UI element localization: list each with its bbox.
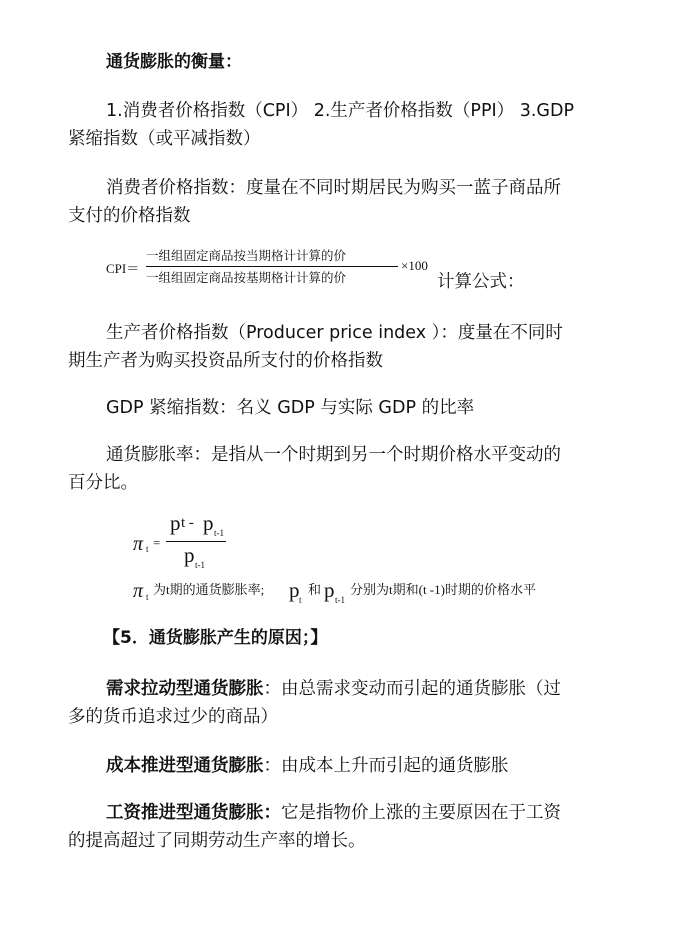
cost-push-label: 成本推进型通货膨胀	[106, 756, 264, 776]
cpi-formula-denominator: 一组组固定商品按基期格计计算的价	[146, 271, 347, 285]
denominator-p: p	[184, 543, 195, 567]
numerator-subscript: t-1	[214, 528, 224, 538]
cpi-definition-line-2: 支付的价格指数	[68, 206, 191, 226]
demand-pull-line-1	[106, 677, 561, 701]
cpi-formula-multiplier: ×100	[401, 258, 428, 273]
cost-push-line	[106, 754, 509, 778]
cpi-formula-numerator: 一组组固定商品按当期格计计算的价	[146, 249, 347, 263]
note-pi-subscript: t	[146, 592, 149, 602]
wage-push-text: 它是指物价上涨的主要原因在于工资	[281, 803, 561, 823]
gdp-deflator-definition: GDP 紧缩指数：名义 GDP 与实际 GDP 的比率	[106, 398, 475, 418]
denominator-subscript: t-1	[195, 560, 205, 570]
pi-subscript: t	[146, 544, 149, 554]
note-text-and: 和	[308, 582, 322, 597]
cost-push-text: ：由成本上升而引起的通货膨胀	[263, 756, 509, 776]
measures-line-2: 紧缩指数（或平减指数）	[68, 129, 261, 149]
measures-line-1: 1.消费者价格指数（CPI） 2.生产者价格指数（PPI） 3.GDP	[106, 101, 575, 121]
equals-sign: =	[153, 535, 161, 550]
inflation-rate-line-1: 通货膨胀率：是指从一个时期到另一个时期价格水平变动的	[106, 445, 561, 465]
note-pt-subscript: t	[299, 595, 302, 605]
demand-pull-label: 需求拉动型通货膨胀	[106, 679, 264, 699]
note-pt: p	[289, 578, 300, 602]
ppi-definition-line-1: 生产者价格指数（Producer price index ）：度量在不同时	[106, 323, 563, 343]
section-5-heading: 【5．通货膨胀产生的原因；】	[103, 628, 328, 648]
note-text-b: 分别为t期和(t -1)时期的价格水平	[350, 582, 536, 597]
cpi-formula-lhs: CPI＝	[106, 261, 140, 276]
note-pt1-subscript: t-1	[335, 595, 345, 605]
inflation-rate-line-2: 百分比。	[68, 473, 138, 493]
inflation-fraction-bar	[166, 541, 226, 542]
cpi-definition-line-1: 消费者价格指数：度量在不同时期居民为购买一蓝子商品所	[106, 178, 561, 198]
note-pi-symbol: π	[133, 580, 144, 602]
numerator-middle: t -	[181, 515, 194, 531]
ppi-definition-line-2: 期生产者为购买投资品所支付的价格指数	[68, 351, 383, 371]
note-pt1: p	[324, 578, 335, 602]
wage-push-line-1	[106, 801, 561, 825]
numerator-p1: p	[170, 511, 181, 535]
note-text-a: 为t期的通货膨胀率;	[153, 582, 265, 597]
cpi-formula-caption: 计算公式：	[437, 272, 525, 292]
wage-push-label: 工资推进型通货膨胀：	[106, 803, 281, 823]
demand-pull-text: ：由总需求变动而引起的通货膨胀（过	[263, 679, 561, 699]
numerator-p2: p	[203, 511, 214, 535]
pi-symbol: π	[133, 533, 144, 555]
wage-push-line-2: 的提高超过了同期劳动生产率的增长。	[68, 831, 366, 851]
cpi-fraction-bar	[146, 266, 398, 267]
demand-pull-line-2: 多的货币追求过少的商品）	[68, 707, 278, 727]
page-title: 通货膨胀的衡量：	[106, 52, 242, 72]
